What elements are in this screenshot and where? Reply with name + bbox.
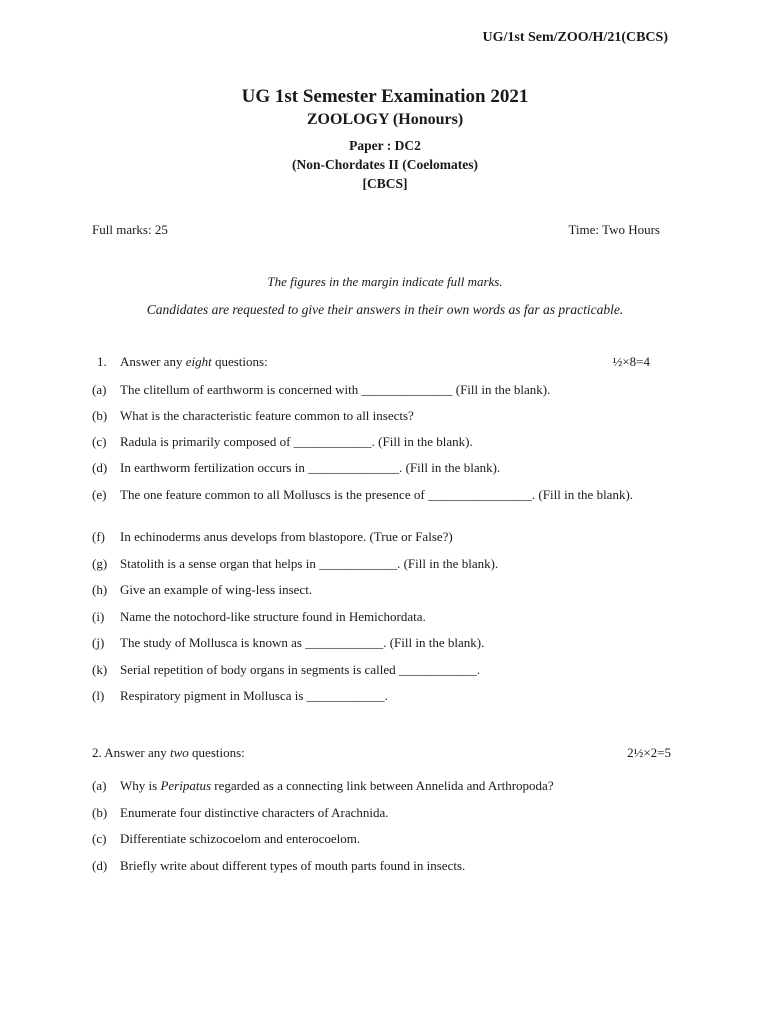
section1-instruction: Answer any eight questions: [120, 354, 268, 369]
question-text: Name the notochord-like structure found in Hemichordata. [120, 609, 426, 624]
question-label: (g) [92, 556, 108, 571]
question-text: Respiratory pigment in Mollusca is ____________. [120, 688, 388, 703]
scheme-label: [CBCS] [362, 176, 408, 191]
section2-marks: 2½×2=5 [627, 745, 671, 760]
question-text: Serial repetition of body organs in segments is called ____________. [120, 662, 481, 677]
full-marks: Full marks: 25 [92, 222, 168, 237]
exam-time: Time: Two Hours [568, 222, 660, 237]
question-text: In earthworm fertilization occurs in ______________. (Fill in the blank). [120, 460, 501, 475]
question-label: (h) [92, 582, 108, 597]
question-text: Differentiate schizocoelom and enterocoelom. [120, 831, 361, 846]
question-label: (b) [92, 408, 108, 423]
question-label: (f) [92, 529, 105, 544]
section2-instruction: 2. Answer any two questions: [92, 745, 245, 760]
question-label: (c) [92, 434, 107, 449]
question-label: (d) [92, 460, 108, 475]
question-label: (a) [92, 382, 107, 397]
paper-code: UG/1st Sem/ZOO/H/21(CBCS) [482, 30, 668, 45]
exam-title: UG 1st Semester Examination 2021 [241, 86, 529, 107]
question-text: The one feature common to all Molluscs is the presence of ________________. (Fill in the blank). [120, 487, 634, 502]
section1-marks: ½×8=4 [612, 354, 650, 369]
question-text: In echinoderms anus develops from blastopore. (True or False?) [120, 529, 453, 544]
course-name: (Non-Chordates II (Coelomates) [292, 157, 478, 172]
section1-number: 1. [97, 354, 107, 369]
question-label: (e) [92, 487, 107, 502]
question-label: (a) [92, 778, 107, 793]
question-label: (c) [92, 831, 107, 846]
question-label: (d) [92, 858, 108, 873]
question-label: (b) [92, 805, 108, 820]
question-text: Give an example of wing-less insect. [120, 582, 313, 597]
question-text: Briefly write about different types of mouth parts found in insects. [120, 858, 466, 873]
question-text: The clitellum of earthworm is concerned with ______________ (Fill in the blank). [120, 382, 551, 397]
question-text: What is the characteristic feature common to all insects? [120, 408, 414, 423]
question-text: Why is Peripatus regarded as a connecting link between Annelida and Arthropoda? [120, 778, 554, 793]
paper-number: Paper : DC2 [349, 138, 421, 153]
question-text: Enumerate four distinctive characters of Arachnida. [120, 805, 389, 820]
own-words-note: Candidates are requested to give their answers in their own words as far as practicable. [146, 302, 624, 317]
question-text: The study of Mollusca is known as ____________. (Fill in the blank). [120, 635, 485, 650]
question-label: (l) [92, 688, 105, 703]
subject-title: ZOOLOGY (Honours) [306, 111, 464, 128]
margin-note: The figures in the margin indicate full marks. [267, 274, 503, 289]
question-label: (j) [92, 635, 105, 650]
question-text: Radula is primarily composed of ____________. (Fill in the blank). [120, 434, 473, 449]
question-text: Statolith is a sense organ that helps in ____________. (Fill in the blank). [120, 556, 499, 571]
question-label: (k) [92, 662, 108, 677]
question-label: (i) [92, 609, 105, 624]
